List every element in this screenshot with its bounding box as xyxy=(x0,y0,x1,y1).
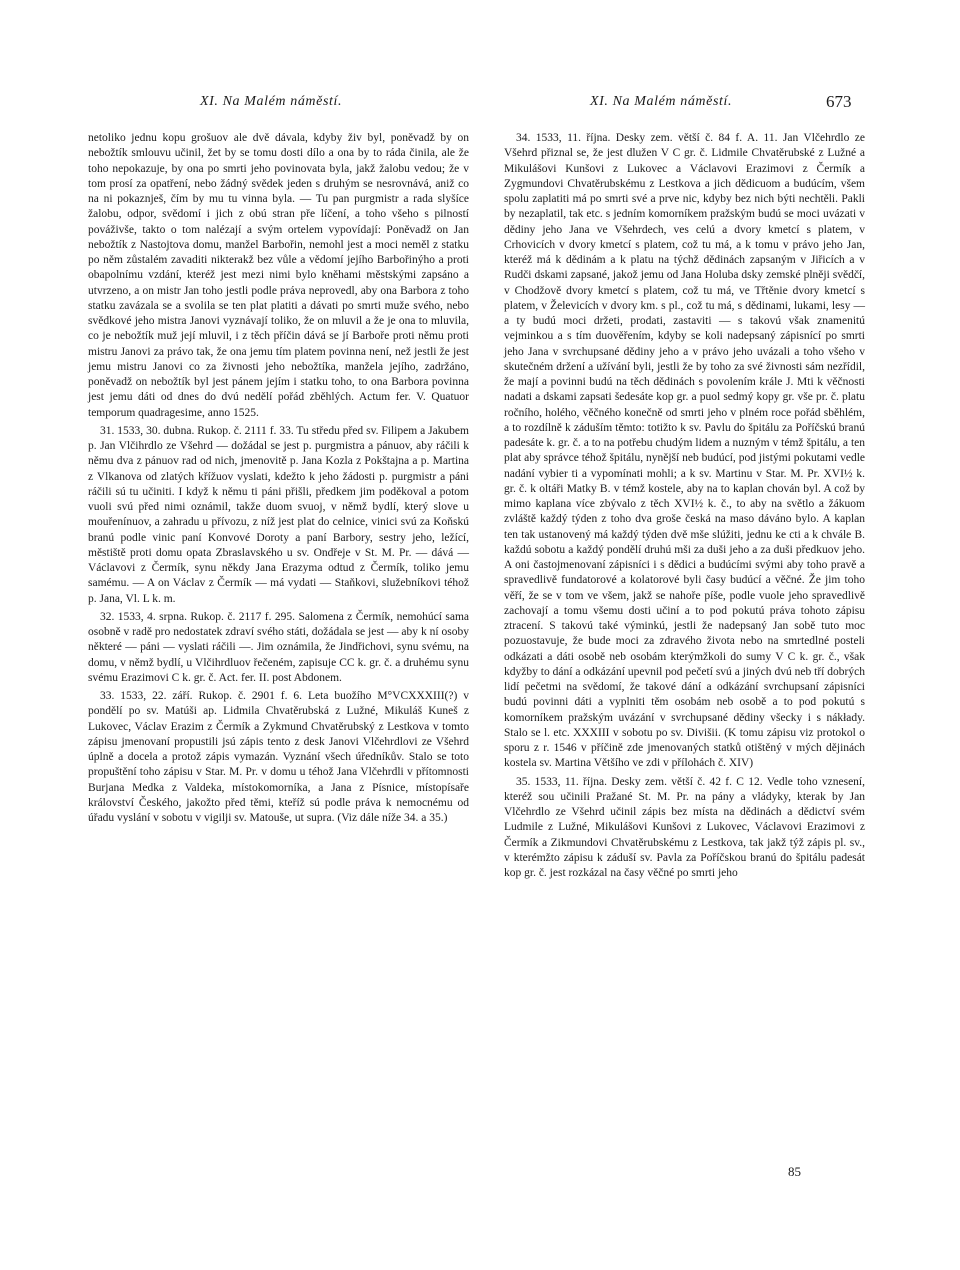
page-number: 673 xyxy=(826,92,852,111)
right-running-title: XI. Na Malém náměstí. xyxy=(590,94,733,109)
entry-32: 32. 1533, 4. srpna. Rukop. č. 2117 f. 295. Salomena z Čermík, nemohúcí sama osobně v radě pro nedostatek zdraví svého státi, dožádala se jest — aby k ní osoby některé — páni — vyslati ráčili —. Jim oznámila, že Jindřichovi, synu svému, na domu, v němž bydlí, u Vlčihrdluov řečeném, zapisuje CC k. gr. č. a druhému synu svému Erazimovi C k. gr. č. Act. fer. II. post Abdonem. xyxy=(88,610,469,684)
continuation-paragraph: netoliko jednu kopu grošuov ale dvě dávala, kdyby živ byl, poněvadž by on nebožtík smlouvu učinil, žet by se tomu dosti dílo a ona by to ráda činila, ale že toho nepokazuje, by ona po smrti jeho povinovata byla, jakž žalobu vedou; že v tom prosí za opatření, nebo žádný svědek jeden s druhým se nesrovnává, aniž co na ni pokaznješ, čím by mu tu vinna byla. — Tu pan purgmistr a rada slyšíce žalobu, odpor, svědomí i jich z obú stran pře líčení, a toho všeho s pilností pováživše, takto o tom nalézají a svým ortelem vypovídají: Poněvadž on Jan nebožtík z Nastojtova domu, manžel Barbořin, nemohl jest a moci neměl z statku po něm zůstalém zavaditi nikterakž bez vůle a vědomí jejího Barbořinýho a proti obapolnímu vzdání, kteréž jest mezi nimi bylo kněhami městskými zapsáno a utvrzeno, a on mistr Jan toho jestli podle práva neprovedl, aby ona Barbora z toho statku zavázala se a svolila se ten plat platiti a dávati po smrti muže svého, nebo svědkové jeho mistra Janovi vyznávají toliko, že on mluvil a že je ona to mluvila, co je nebožtík muž její mluvil, i z těch příčin dává se jí Barboře proti němu proti mistru Janovi za právo tak, že ona jemu tím platem povinna není, než jestli že jest jemu mistru Janovi co za živnosti jeho nebožtíka, manžela jejího, zadržáno, poněvadž on nebožtík byl jest pánem jejím i statku toho, to ona Barbora povinna jest jemu dáti od dnes do dvú nedělí pořád zběhlých. Actum fer. V. Quatuor temporum quadragesime, anno 1525. xyxy=(88,132,469,419)
left-column xyxy=(88,131,469,829)
entry-34: 34. 1533, 11. října. Desky zem. větší č. 84 f. A. 11. Jan Vlčehrdlo ze Všehrd přiznal se, že jest dlužen V C gr. č. Lidmile Chvatěrubské z Lužné a Mikulášovi Kunšovi z Lukovec a Václavovi Erazimovi z Čermík a Zygmundovi Chvatěrubskému z Lestkova a jich dědicuom a budúcím, všem spolu zaplatiti má po smrti své a prve nic, kdyby bez nich býti nechtěli. Pakli by nezaplatil, tak etc. s jedním komorníkem pražským budú se moci uvázati v dědiny jeho Jana ve Všehrdech, ves celú a dvory kmetcí s platem, v Crhovicích v dvory kmetcí s platem, což tu má, a k tomu v právo jeho Jan, kteréž má k dědinám a k platu na týchž dědinách zapsaným v Jiřicích a v Rudči dskami zapsané, jakož jemu od Jana Holuba dsky zemské plněji svědčí, v Chodžově dvory kmetcí s platem, což tu má, ve Třtěnie dvory kmetcí s platem, v Želevicích v dvory km. s pl., což tu má, s dědinami, lukami, lesy — a ty budú moci držeti, prodati, zastaviti — s takovú však znamenitú vejminkou a s tím duověřením, kdyby se koli nadepsaný zápisnící po smrti jeho Jana v svrchupsané dědiny jeho a v právo jeho uvázali a toho všeho v skutečném držení a užívání byli, jestli že by toho za své živnosti sám nezřídil, že mají a povinni budú na těch dědinách s povolením krále J. Mti k věčnosti nadati a dskami zapsati šedesáte kop gr. a puol sedmý kopy gr. vše pr. č. platu ročního, holého, věčného konečně od smrti jeho v plném roce pořád sběhlém, a to rozdílně k záduším těmto: totižto k sv. Pavlu do špitálu za Poříčskú branú padesáte k. gr. č. a to na potřebu chudým lidem a nuzným v témž špitálu, a ten plat aby správce téhož špitálu, nynější neb budúcí, pod jistými pokutami vedle nadání vybier ti a vypomínati mohli; a k sv. Martinu v Star. M. Pr. XVI½ k. gr. č. k oltáři Matky B. v témž kostele, aby na to kaplan chován byl. A což by mimo kaplana více zbývalo z těch XVI½ k. č., to aby na světlo a žákuom zvláště každý týden z toho dva groše česká na maso dáváno bylo. A kaplan ten tak ustanovený má každý týden dvě mše slúžiti, jednu ke cti a k chvále B. každú sobotu a každý pondělí druhú mši za duši jeho a za duši předkuov jeho. A oni častojmenovaní zápisníci i s dědici a budúcími svými aby toho pravě a spravedlivě fundatorové a kolatorové byli časy budúcí a věčné. Že jim toho věří, že se v tom ve všem, jakž se nahoře píše, podle vuole jeho spravedlivě zachovají a tomu všemu dosti učiní a to pod pokutú práva tohoto zápisu ztracení. S takovú také výminkú, jestli že nadepsaný Jan sobě tuto moc pozuostavuje, že bude moci za zdravého života nebo na smrtedlné posteli odkázati a dáti osobě neb osobám kterýmžkoli do sumy V C k. gr. č., však kdyžby to dání a odkázání upevnil pod pečetí svú a jiných dvú neb tří dobrých lidí pečetmi na svědomí, že takové dání a odkázání svrchupsaní zápisníci budú povinni dáti a vyplniti těm osobám neb osobě a to pod pokutú s komorníkem pražským uvázání v svrchupsané dědiny všecky i s nákłady. Stalo se l. etc. XXXIII v sobotu po sv. Divišii. (K tomu zápisu viz protokol o sporu z r. 1546 v příčině zde jmenovaných statků otištěný v mých dějinách kostela sv. Martina Většího ve zdi v přílohách č. XIV) xyxy=(504,132,865,770)
folio-mark: 85 xyxy=(788,1164,801,1179)
entry-31: 31. 1533, 30. dubna. Rukop. č. 2111 f. 33. Tu středu před sv. Filipem a Jakubem p. Jan Vlčihrdlo ze Všehrd — dožádal se jest p. purgmistra a pánuov, aby ráčili k němu dva z pánuov rad od nich, jmenovitě p. Jana Kozla z Pokštajna a p. Martina z Vlkanova od zlatých křížuov vyslati, kdežto k jeho žádosti p. purgmistr a páni ráčili sú tu učiniti. I když k němu ti páni přišli, předkem jim poděkoval a potom vuoli svú před nimi oznámil, takže duom svuoj, v němž bydlí, který slove u mouřenínuov, a zahradu u přívozu, z níž jest plat do celnice, vinici svú za Koňskú branú podle vinic paní Konvové Doroty a paní Barbory, sestry jeho, ležící, městiště proti domu opata Zbraslavského u sv. Ondřeje v St. M. Pr. — dává — Václavovi z Čermík, synu někdy Jana Erazyma odtud z Čermík, toliko jemu samému. — A on Václav z Čermík — má vydati — Staňkovi, služebníkovi téhož p. Jana, Vl. L k. m. xyxy=(88,424,469,605)
right-column xyxy=(504,131,865,884)
entry-33: 33. 1533, 22. září. Rukop. č. 2901 f. 6. Leta buožího M°VCXXXIII(?) v pondělí po sv. Matúši ap. Lidmila Chvatěrubská z Lužné, Mikuláš Kuneš z Lukovec, Václav Erazim z Čermík a Zykmund Chvatěrubský z Lestkova v tomto zápisu jmenovaní propustili jsú zápis tento z desk Janovi Vlčehrdlovi ze Všehrd úplně a docela a protož zápis vymazán. Vyznání všech úředníkův. Stalo se toto propuštění toho zápisu v Star. M. Pr. v domu u téhož Jana Vlčehrdli v přítomnosti Burjana Medka z Valdeka, místokomorníka, a Jana z Písnice, místopísaře království Českého, jakožto před těmi, kteříž sú podle práva k nemocnému od úřadu vyslání v sobotu v vigilji sv. Matouše, ut supra. (Viz dále níže 34. a 35.) xyxy=(88,690,469,824)
left-running-title: XI. Na Malém náměstí. xyxy=(200,94,343,109)
entry-35: 35. 1533, 11. října. Desky zem. větší č. 42 f. C 12. Vedle toho vznesení, kteréž sou učinili Pražané St. M. Pr. na pány a vládyky, kterak by Jan Vlčehrdlo ze Všehrd učinil zápis bez místa na dědinách a dědictví svém Ludmile z Lužné, Mikulášovi Kunšovi z Lukovec, Václavovi Erazimovi z Čermík a Zikmundovi Chvatěrubskému z Lestkova, tak jakž týž zápis pl. sv., v kterémžto zápisu k záduší sv. Pavla za Poříčskou branú do špitálu padesát kop gr. č. jest rozkázal na časy věčné po smrti jeho xyxy=(504,775,865,879)
running-header xyxy=(0,94,960,118)
